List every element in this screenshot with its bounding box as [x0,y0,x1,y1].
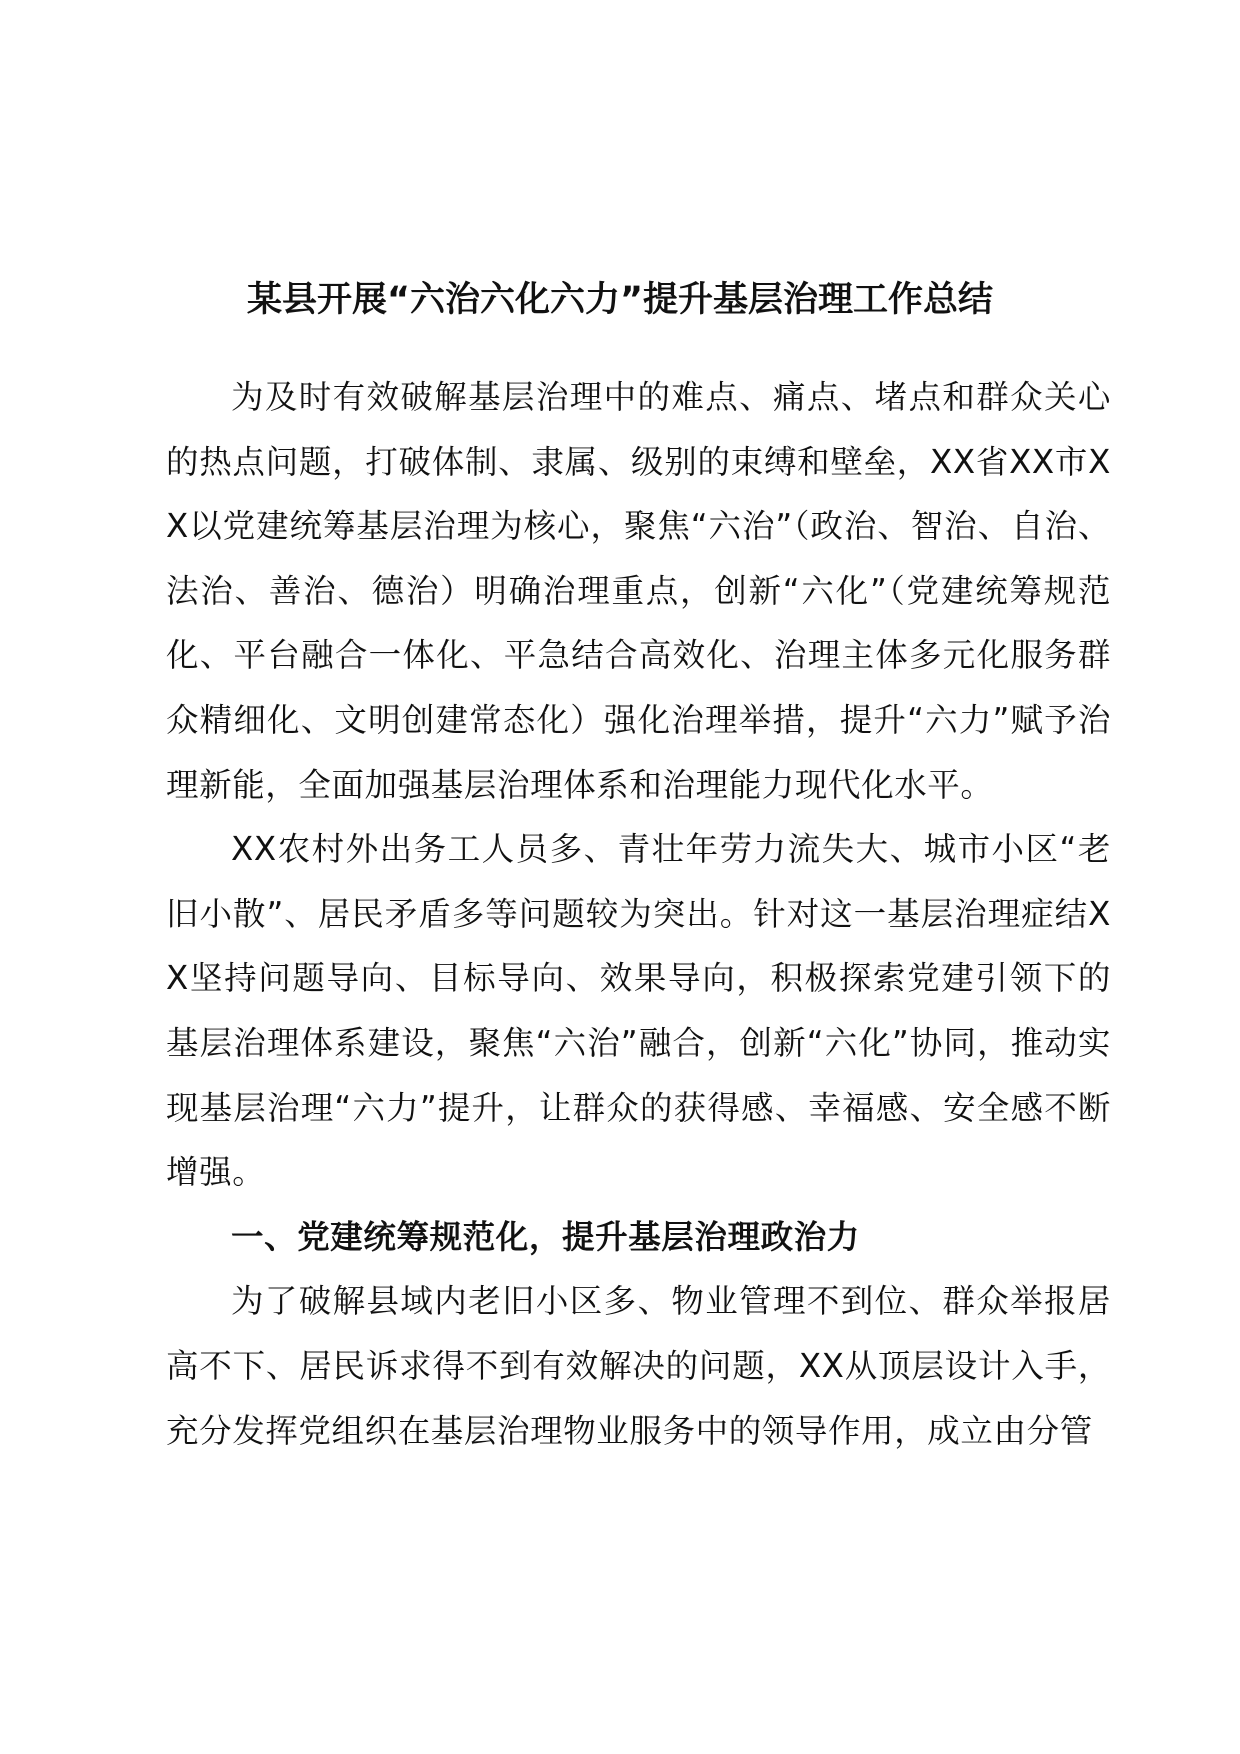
document-title: 某县开展“六治六化六力”提升基层治理工作总结 [246,280,993,320]
document-body [166,365,1111,1463]
background-paragraph: XX农村外出务工人员多、青壮年劳力流失大、城市小区“老旧小散”、居民矛盾多等问题较为突出。针对这一基层治理症结XX坚持问题导向、目标导向、效果导向，积极探索党建引领下的基层治理体系建设，聚焦“六治”融合，创新“六化”协同，推动实现基层治理“六力”提升，让群众的获得感、幸福感、安全感不断增强。 [166,830,1111,1192]
section-paragraph: 为了破解县域内老旧小区多、物业管理不到位、群众举报居高不下、居民诉求得不到有效解决的问题，XX从顶层设计入手，充分发挥党组织在基层治理物业服务中的领导作用，成立由分管 [166,1282,1111,1450]
section-heading: 一、党建统筹规范化，提升基层治理政治力 [231,1217,860,1256]
intro-paragraph: 为及时有效破解基层治理中的难点、痛点、堵点和群众关心的热点问题，打破体制、隶属、级别的束缚和壁垒，XX省XX市XX以党建统筹基层治理为核心，聚焦“六治”（政治、智治、自治、法治、善治、德治）明确治理重点，创新“六化”（党建统筹规范化、平台融合一体化、平急结合高效化、治理主体多元化服务群众精细化、文明创建常态化）强化治理举措，提升“六力”赋予治理新能，全面加强基层治理体系和治理能力现代化水平。 [166,378,1111,804]
